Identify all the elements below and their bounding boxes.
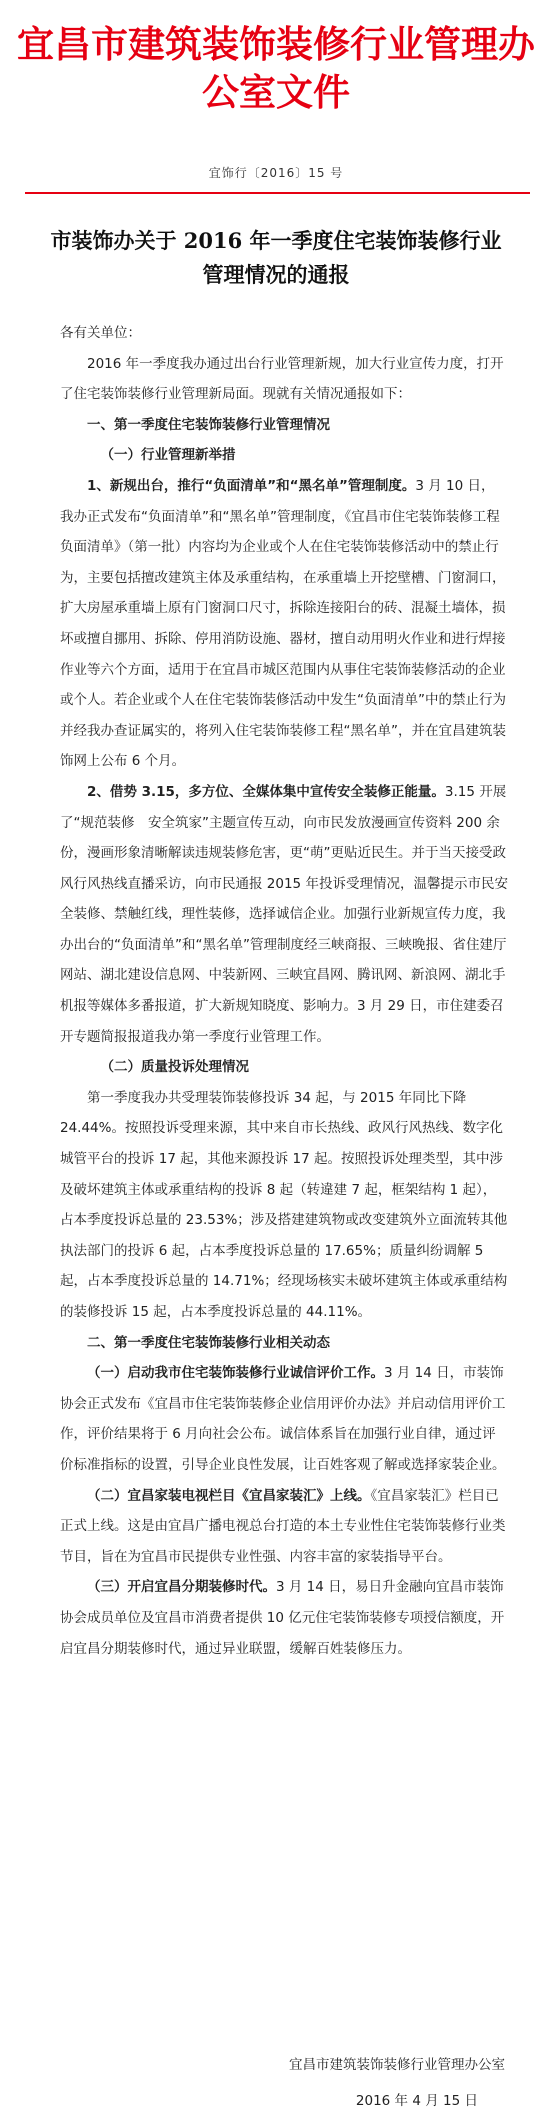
section1-sub2-paragraph: 第一季度我办共受理装饰装修投诉 34 起，与 2015 年同比下降 24.44%。按照投诉受理来源，其中来自市长热线、政风行风热线、数字化城管平台的投诉 17 起，其他来源投诉 17 起。按照投诉处理类型，其中涉及破坏建筑主体或承重结构的投诉 8 起（转違建 7 起，框架结构 1 起），占本季度投诉总量的 23.53%；涉及搭建建筑物或改变建筑外立面流转其他执法部门的投诉 6 起，占本季度投诉总量的 17.65%；质量纠纷调解 5 起，占本季度投诉总量的 14.71%；经现场核实未破坏建筑主体或承重结构的装修投诉 15 起，占本季度投诉总量的 44.11%。	[60, 1089, 508, 1320]
notice-title: 市装饰办关于 2016 年一季度住宅装饰装修行业管理情况的通报	[50, 228, 502, 287]
document-body	[60, 318, 508, 1664]
signature-date: 2016 年 4 月 15 日	[355, 2093, 478, 2109]
section1-sub2-heading: （二）质量投诉处理情况	[100, 1059, 249, 1076]
signature-organization: 宜昌市建筑装饰装修行业管理办公室	[289, 2057, 505, 2073]
salutation: 各有关单位：	[60, 325, 141, 341]
intro-paragraph: 2016 年一季度我办通过出台行业管理新规，加大行业宣传力度，打开了住宅装饰装修行业管理新局面。现就有关情况通报如下：	[60, 355, 504, 403]
section2-item1-lead: （一）启动我市住宅装饰装修行业诚信评价工作。	[87, 1365, 384, 1382]
section1-item1-lead: 1、新规出台，推行“负面清单”和“黑名单”管理制度。	[87, 477, 416, 494]
section1-sub1-heading: （一）行业管理新举措	[100, 447, 236, 464]
section2-item3-paragraph	[60, 1572, 508, 1664]
red-divider-line	[25, 192, 530, 194]
section2-heading: 二、第一季度住宅装饰装修行业相关动态	[87, 1334, 330, 1351]
section2-item1-text: 3 月 14 日，市装饰协会正式发布《宜昌市住宅装饰装修企业信用评价办法》并启动信用评价工作，评价结果将于 6 月向社会公布。诚信体系旨在加强行业自律，通过评价标准指标的设置，引导企业良性发展，让百姓客观了解或选择家装企业。	[60, 1365, 506, 1473]
section2-item1-paragraph	[60, 1358, 508, 1480]
section1-item2-text: 3.15 开展了“规范装修 安全筑家”主题宣传互动，向市民发放漫画宣传资料 200 余份，漫画形象清晰解读违规装修危害，更“萌”更贴近民生。并于当天接受政风行风热线直播采访，向市民通报 2015 年投诉受理情况，温馨提示市民安全装修、禁触红线，理性装修，选择诚信企业。加强行业新规宣传力度，我办出台的“负面清单”和“黑名单”管理制度经三峡商报、三峡晚报、省住建厅网站、湖北建设信息网、中装新网、三峡宜昌网、腾讯网、新浪网、湖北手机报等媒体多番报道，扩大新规知晓度、影响力。3 月 29 日，市住建委召开专题简报报道我办第一季度行业管理工作。	[60, 783, 508, 1045]
section1-item2-paragraph	[60, 777, 508, 1052]
section2-item2-lead: （二）宜昌家装电视栏目《宜昌家装汇》上线。	[87, 1487, 371, 1504]
section1-heading: 一、第一季度住宅装饰装修行业管理情况	[87, 416, 330, 433]
section1-item1-paragraph	[60, 471, 508, 777]
section2-item2-text: 《宜昌家装汇》栏目已正式上线。这是由宜昌广播电视总台打造的本土专业性住宅装饰装修行业类节目，旨在为宜昌市民提供专业性强、内容丰富的家装指导平台。	[60, 1487, 506, 1565]
document-number: 宜饰行〔2016〕15 号	[208, 166, 344, 180]
section2-item3-text: 3 月 14 日，易日升金融向宜昌市装饰协会成员单位及宜昌市消费者提供 10 亿元住宅装饰装修专项授信额度，开启宜昌分期装修时代，通过异业联盟，缓解百姓装修压力。	[60, 1579, 505, 1657]
section1-item1-text: 3 月 10 日，我办正式发布“负面清单”和“黑名单”管理制度，《宜昌市住宅装饰装修工程负面清单》（第一批）内容均为企业或个人在住宅装饰装修活动中的禁止行为，主要包括擅改建筑主体及承重结构，在承重墙上开挖壁槽、门窗洞口，扩大房屋承重墙上原有门窗洞口尺寸，拆除连接阳台的砖、混凝土墙体，损坏或擅自挪用、拆除、停用消防设施、器材，擅自动用明火作业和进行焊接作业等六个方面，适用于在宜昌市城区范围内从事住宅装饰装修活动的企业或个人。若企业或个人在住宅装饰装修活动中发生“负面清单”中的禁止行为并经我办查证属实的，将列入住宅装饰装修工程“黑名单”，并在宜昌建筑装饰网上公布 6 个月。	[60, 477, 506, 770]
section2-item2-paragraph	[60, 1481, 508, 1573]
section1-item2-lead: 2、借势 3.15，多方位、全媒体集中宣传安全装修正能量。	[87, 783, 445, 800]
section2-item3-lead: （三）开启宜昌分期装修时代。	[87, 1579, 276, 1596]
document-header-title: 宜昌市建筑装饰装修行业管理办公室文件	[17, 22, 535, 114]
